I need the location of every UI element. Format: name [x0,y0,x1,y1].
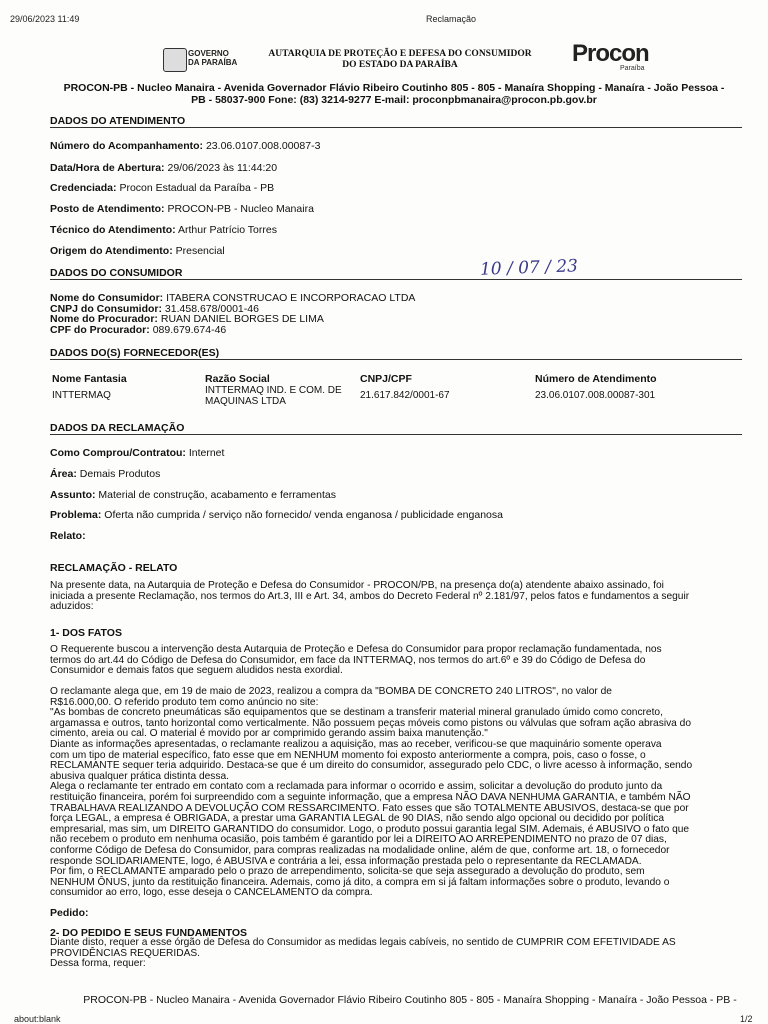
col-numero-atendimento: Número de Atendimento [535,373,657,385]
consumidor-details [50,293,415,335]
col-nome-fantasia: Nome Fantasia [52,373,127,385]
section-consumidor-heading: DADOS DO CONSUMIDOR [50,267,742,280]
cell-nome-fantasia: INTTERMAQ [52,390,111,401]
field-relato: Relato: [50,530,86,542]
col-razao-social: Razão Social [205,373,270,385]
field-numero-acompanhamento: Número do Acompanhamento: 23.06.0107.008.00087-3 [50,140,321,152]
col-cnpj: CNPJ/CPF [360,373,412,385]
field-cpf-procurador: CPF do Procurador: 089.679.674-46 [50,323,227,336]
government-logo-text: GOVERNO DA PARAÍBA [188,49,238,67]
handwritten-date: 10 / 07 / 23 [479,256,579,280]
field-nome-procurador: Nome do Procurador: RUAN DANIEL BORGES DE LIMA [50,313,324,325]
field-como-comprou: Como Comprou/Contratou: Internet [50,447,225,459]
procon-logo-subtitle: Paraíba [620,65,645,72]
cell-razao-social: INTTERMAQ IND. E COM. DE MAQUINAS LTDA [205,385,342,407]
section-reclamacao-heading: DADOS DA RECLAMAÇÃO [50,422,742,435]
field-assunto: Assunto: Material de construção, acabamento e ferramentas [50,489,336,501]
field-tecnico: Técnico do Atendimento: Arthur Patrício Torres [50,224,277,236]
agency-title: AUTARQUIA DE PROTEÇÃO E DEFESA DO CONSUMIDOR DO ESTADO DA PARAÍBA [268,49,532,70]
fatos-title: 1- DOS FATOS [50,627,122,639]
field-posto-atendimento: Posto de Atendimento: PROCON-PB - Nucleo Manaira [50,203,314,215]
section-fornecedor-heading: DADOS DO(S) FORNECEDOR(ES) [50,347,742,360]
pedido-paragraph: Diante disto, requer a esse órgão de Defesa do Consumidor as medidas legais cabíveis, no sentido de CUMPRIR COM EFETIVIDADE AS PROVIDÊNCIAS REQUERIDAS. Dessa forma, requer: [50,937,676,970]
government-emblem-icon [163,48,187,72]
pedido-title: 2- DO PEDIDO E SEUS FUNDAMENTOS [50,927,247,939]
fatos-paragraph-2: O reclamante alega que, em 19 de maio de 2023, realizou a compra da "BOMBA DE CONCRETO 240 LITROS", no valor de R$16.000,00. O referido produto tem como anúncio no site: "As bombas de concreto pneumáticas são equipamentos que se destinam a transferir material mineral granulado úmido como concreto, argamassa e outros, tanto horizontal como verticalmente. Não possuem peças móveis como pistons ou válvulas que sofram ação abrasiva do cimento, areia ou cal. O material é movido por ar comprimido gerando assim baixa manutenção." Diante as informações apresentadas, o reclamante realizou a aquisição, mas ao receber, verificou-se que maquinário somente operava com um tipo de material específico, fato esse que em NENHUM momento foi exposto anteriormente a compra, pois, caso o fosse, o RECLAMANTE sequer teria adquirido. Destaca-se que é um direito do consumidor, assegurado pelo CDC, o livre acesso à informação, sendo abusiva qualquer prática distinta dessa. Alega o reclamante ter entrado em contato com a reclamada para informar o ocorrido e assim, solicitar a devolução do produto junto da restituição financeira, porém foi surpreendido com a seguinte informação, que a empresa NÃO DAVA NENHUMA GARANTIA, e também NÃO TRABALHAVA REALIZANDO A DEVOLUÇÃO COM RESSARCIMENTO. Fato esses que são TOTALMENTE ABUSIVOS, destaca-se que por força LEGAL, a empresa é OBRIGADA, a prestar uma GARANTIA LEGAL de 90 DIAS, não sendo algo opcional ou decidido por política empresarial, mas sim, um DIREITO GARANTIDO do consumidor. Logo, o produto possui garantia legal SIM. Ademais, é ABUSIVO o fato que não recebem o produto em nenhuma ocasião, pois também é garantido por lei a DIREITO AO ARREPENDIMENTO no prazo de 07 dias, conforme Código de Defesa do Consumidor, para compras realizadas na modalidade online, além de que, conforme art. 18, o fornecedor responde SOLIDARIAMENTE, logo, é ABUSIVA e contrária a lei, essa informação prestada pelo o representante da RECLAMADA. Por fim, o RECLAMANTE amparado pelo o prazo de arrependimento, solicita-se que seja assegurado a devolução do produto, sem NENHUM ÔNUS, junto da restituição financeira. Ademais, como já dito, a compra em si já faltam informações sobre o produto, levando o consumidor ao erro, logo, esse deseja o CANCELAMENTO da compra. [50,686,693,899]
print-url: about:blank [14,1014,61,1024]
field-problema: Problema: Oferta não cumprida / serviço não fornecido/ venda enganosa / publicidade enganosa [50,509,503,521]
header-address: PROCON-PB - Nucleo Manaira - Avenida Governador Flávio Ribeiro Coutinho 805 - 805 - Manaíra Shopping - Manaíra - João Pessoa - PB - 58037-900 Fone: (83) 3214-9277 E-mail: proconpbmanaira@procon.pb.gov.br [63,82,725,106]
field-credenciada: Credenciada: Procon Estadual da Paraíba - PB [50,182,275,194]
print-page-number: 1/2 [740,1014,753,1024]
procon-logo: Procon [572,40,649,67]
pedido-label: Pedido: [50,907,89,919]
field-nome-consumidor: Nome do Consumidor: ITABERA CONSTRUCAO E INCORPORACAO LTDA [50,292,416,304]
field-origem: Origem do Atendimento: Presencial [50,245,225,257]
field-data-abertura: Data/Hora de Abertura: 29/06/2023 às 11:44:20 [50,162,278,174]
print-page-title: Reclamação [426,14,477,24]
field-area: Área: Demais Produtos [50,468,161,480]
fatos-paragraph-1: O Requerente buscou a intervenção desta Autarquia de Proteção e Defesa do Consumidor para propor reclamação fundamentada, nos termos do art.44 do Código de Defesa do Consumidor, em face da INTTERMAQ, nos termos do art.6º e 39 do Código de Defesa do Consumidor e demais fatos que seguem aludidos nesta exordial. [50,644,662,677]
section-atendimento-heading: DADOS DO ATENDIMENTO [50,115,742,128]
footer-address: PROCON-PB - Nucleo Manaira - Avenida Governador Flávio Ribeiro Coutinho 805 - 805 - Manaíra Shopping - Manaíra - João Pessoa - PB - [83,994,737,1006]
print-datetime: 29/06/2023 11:49 [10,14,80,24]
field-cnpj-consumidor: CNPJ do Consumidor: 31.458.678/0001-46 [50,302,259,315]
intro-paragraph: Na presente data, na Autarquia de Proteção e Defesa do Consumidor - PROCON/PB, na presença do(a) atendente abaixo assinado, foi iniciada a presente Reclamação, nos termos do Art.3, III e Art. 34, ambos do Decreto Federal nº 2.181/97, pelos fatos e fundamentos a seguir aduzidos: [50,580,690,613]
relato-title: RECLAMAÇÃO - RELATO [50,562,178,574]
cell-numero-atendimento: 23.06.0107.008.00087-301 [535,390,656,401]
cell-cnpj: 21.617.842/0001-67 [360,390,450,401]
